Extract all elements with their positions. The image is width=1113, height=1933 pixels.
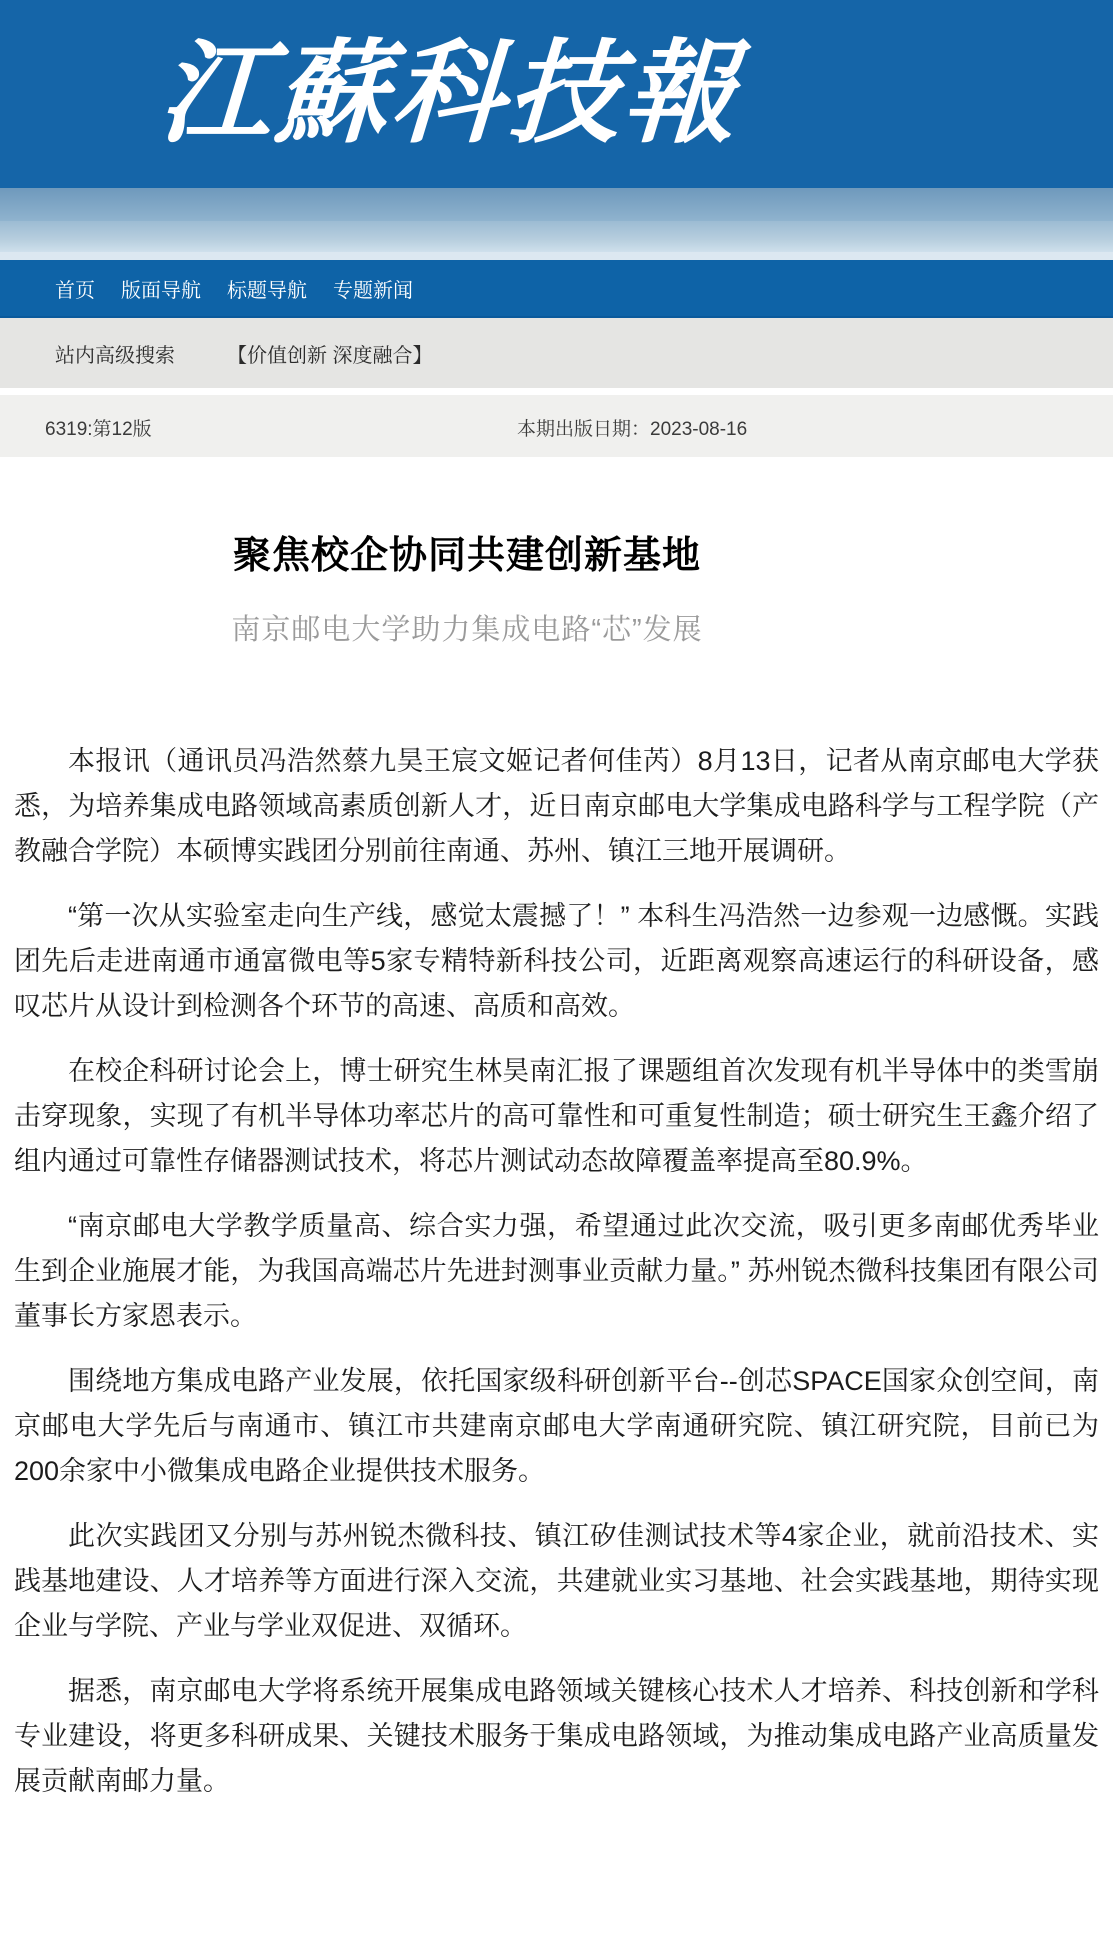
article-paragraph: 本报讯（通讯员冯浩然蔡九昊王宸文姬记者何佳芮）8月13日，记者从南京邮电大学获悉，为培养集成电路领域高素质创新人才，近日南京邮电大学集成电路科学与工程学院（产教融合学院）本硕博实践团分别前往南通、苏州、镇江三地开展调研。 bbox=[14, 746, 1099, 867]
article-paragraph: 在校企科研讨论会上，博士研究生林昊南汇报了课题组首次发现有机半导体中的类雪崩击穿现象，实现了有机半导体功率芯片的高可靠性和可重复性制造；硕士研究生王鑫介绍了组内通过可靠性存储器测试技术，将芯片测试动态故障覆盖率提高至80.9%。 bbox=[14, 1056, 1099, 1177]
gradient-band-bottom bbox=[0, 252, 1113, 260]
divider-gap bbox=[0, 388, 1113, 395]
gradient-band-middle bbox=[0, 221, 1113, 252]
article-header bbox=[14, 535, 920, 647]
article-paragraph: 此次实践团又分别与苏州锐杰微科技、镇江矽佳测试技术等4家企业，就前沿技术、实践基地建设、人才培养等方面进行深入交流，共建就业实习基地、社会实践基地，期待实现企业与学院、产业与学业双促进、双循环。 bbox=[14, 1521, 1099, 1642]
newspaper-logo[interactable]: 江蘇科技報 bbox=[156, 28, 743, 159]
gradient-band-top bbox=[0, 188, 1113, 221]
secondary-bar bbox=[0, 318, 1113, 388]
nav-item-special-news[interactable]: 专题新闻 bbox=[333, 279, 413, 302]
main-nav bbox=[0, 260, 1113, 318]
publish-date: 本期出版日期：2023-08-16 bbox=[517, 419, 748, 440]
nav-item-page-navigation[interactable]: 版面导航 bbox=[121, 279, 201, 302]
issue-number: 6319:第12版 bbox=[45, 419, 152, 440]
article-subtitle: 南京邮电大学助力集成电路“芯”发展 bbox=[231, 613, 703, 646]
article-paragraph: 围绕地方集成电路产业发展，依托国家级科研创新平台--创芯SPACE国家众创空间，南京邮电大学先后与南通市、镇江市共建南京邮电大学南通研究院、镇江研究院，目前已为200余家中小微集成电路企业提供技术服务。 bbox=[14, 1366, 1099, 1487]
article-paragraph: “第一次从实验室走向生产线，感觉太震撼了！” 本科生冯浩然一边参观一边感慨。实践团先后走进南通市通富微电等5家专精特新科技公司，近距离观察高速运行的科研设备，感叹芯片从设计到检测各个环节的高速、高质和高效。 bbox=[14, 901, 1099, 1022]
article bbox=[0, 457, 1113, 1852]
nav-item-headline-navigation[interactable]: 标题导航 bbox=[227, 279, 307, 302]
article-title: 聚焦校企协同共建创新基地 bbox=[232, 535, 701, 577]
slogan-text: 【价值创新 深度融合】 bbox=[227, 344, 433, 367]
masthead-banner bbox=[0, 0, 1113, 188]
article-paragraph: “南京邮电大学教学质量高、综合实力强，希望通过此次交流，吸引更多南邮优秀毕业生到企业施展才能，为我国高端芯片先进封测事业贡献力量。” 苏州锐杰微科技集团有限公司董事长方家恩表示。 bbox=[14, 1211, 1099, 1332]
article-body bbox=[14, 739, 1099, 1804]
article-paragraph: 据悉，南京邮电大学将系统开展集成电路领域关键核心技术人才培养、科技创新和学科专业建设，将更多科研成果、关键技术服务于集成电路领域，为推动集成电路产业高质量发展贡献南邮力量。 bbox=[14, 1676, 1099, 1797]
nav-item-home[interactable]: 首页 bbox=[55, 279, 95, 302]
advanced-search-link[interactable]: 站内高级搜索 bbox=[55, 344, 175, 367]
issue-bar bbox=[0, 395, 1113, 457]
